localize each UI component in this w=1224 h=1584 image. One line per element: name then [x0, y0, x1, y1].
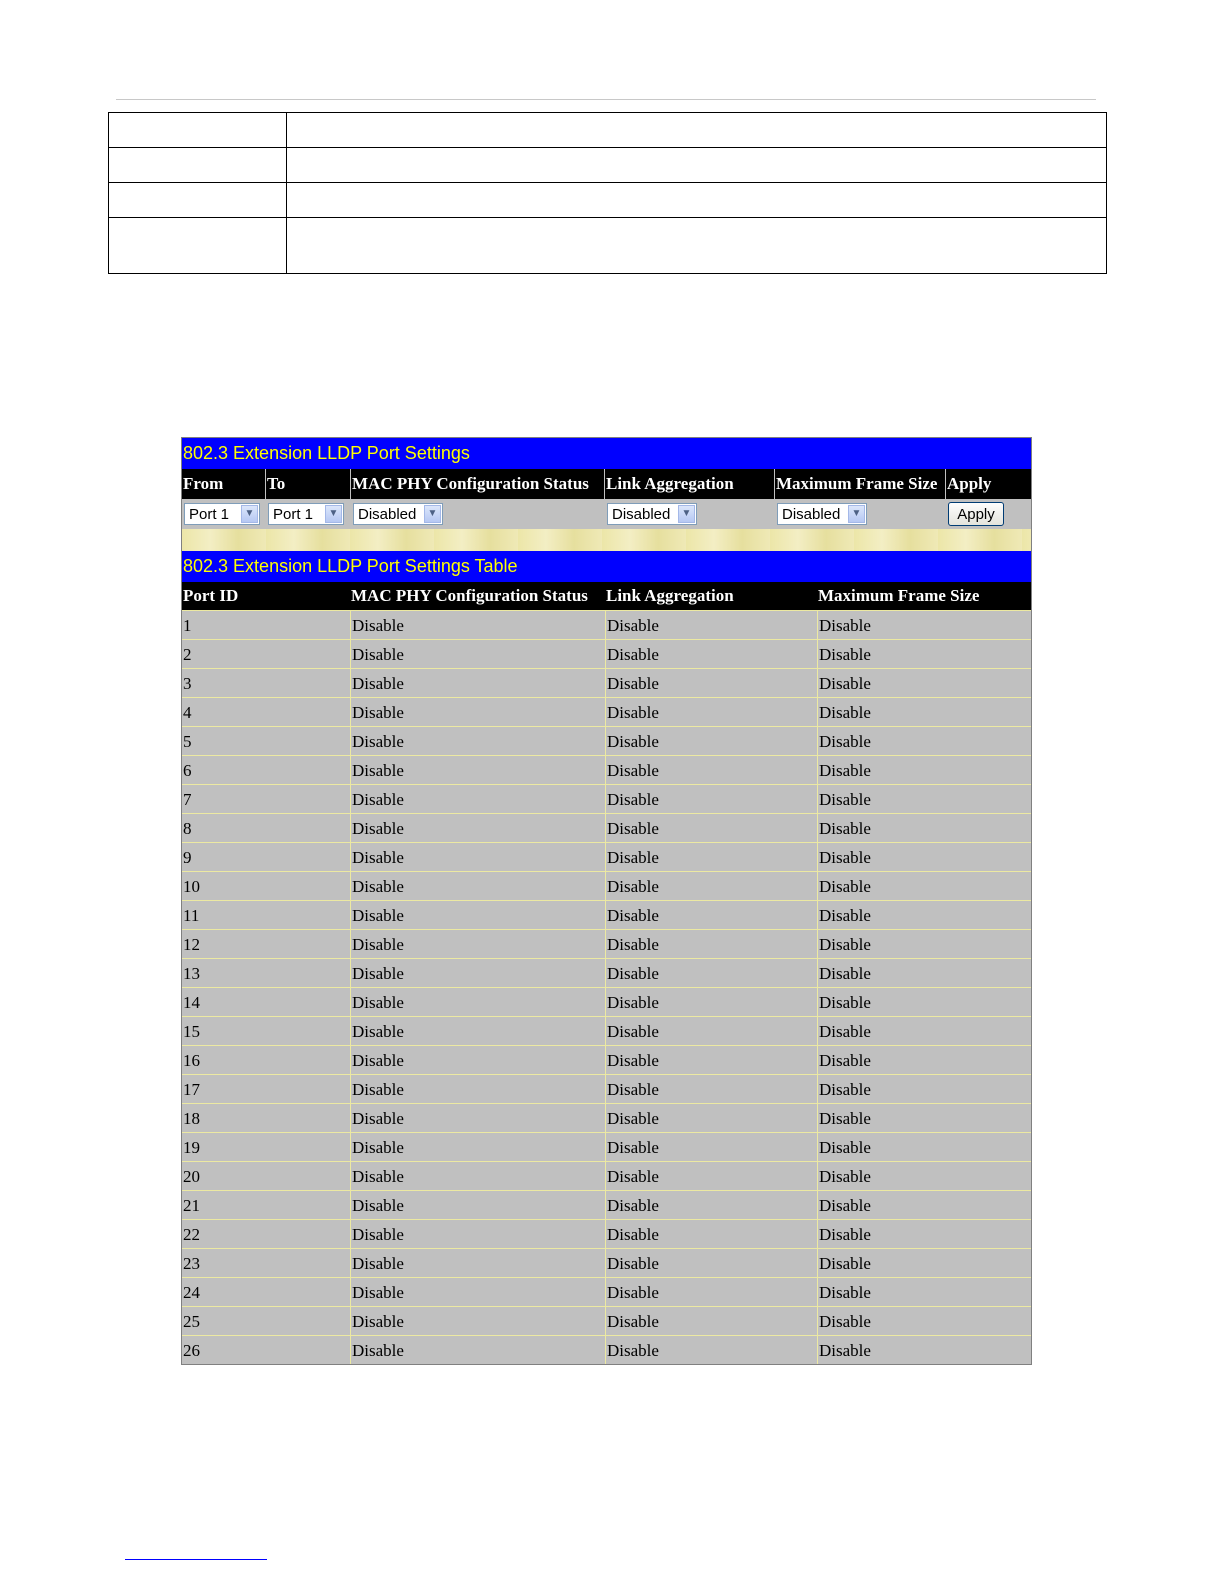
link-aggregation-status-cell: Disable	[605, 1191, 817, 1219]
port-id-cell: 22	[183, 1225, 200, 1244]
chevron-down-icon[interactable]: ▼	[848, 505, 865, 523]
description-row	[109, 113, 1107, 148]
settings-controls-row	[182, 499, 1031, 529]
mac-phy-value: Disabled	[358, 505, 417, 523]
mac-phy-select[interactable]	[353, 503, 443, 525]
link-aggregation-status-cell: Disable	[605, 1278, 817, 1306]
max-frame-size-status-cell: Disable	[817, 1278, 1031, 1306]
mac-phy-status-cell: Disable	[350, 1220, 605, 1248]
mac-phy-status-cell: Disable	[350, 1075, 605, 1103]
description-cell	[109, 148, 287, 183]
max-frame-size-status-cell: Disable	[817, 669, 1031, 697]
mac-phy-status-cell: Disable	[350, 698, 605, 726]
link-aggregation-status-cell: Disable	[605, 1017, 817, 1045]
link-aggregation-status-cell: Disable	[605, 1336, 817, 1364]
description-cell	[287, 183, 1107, 218]
table-row	[182, 987, 1031, 1016]
description-table	[108, 112, 1107, 274]
table-row	[182, 784, 1031, 813]
link-aggregation-status-cell: Disable	[605, 1162, 817, 1190]
port-id-cell: 3	[183, 674, 192, 693]
mac-phy-status-cell: Disable	[350, 1278, 605, 1306]
mac-phy-status-cell: Disable	[350, 669, 605, 697]
mac-phy-status-cell: Disable	[350, 1336, 605, 1364]
max-frame-size-status-cell: Disable	[817, 901, 1031, 929]
max-frame-size-status-cell: Disable	[817, 1017, 1031, 1045]
chevron-down-icon[interactable]: ▼	[424, 505, 441, 523]
settings-title: 802.3 Extension LLDP Port Settings	[182, 438, 1031, 469]
link-aggregation-status-cell: Disable	[605, 1133, 817, 1161]
header-link-aggregation: Link Aggregation	[605, 469, 775, 499]
description-row	[109, 183, 1107, 218]
mac-phy-status-cell: Disable	[350, 756, 605, 784]
table-row	[182, 1190, 1031, 1219]
mac-phy-status-cell: Disable	[350, 1017, 605, 1045]
port-id-cell: 1	[183, 616, 192, 635]
table-row	[182, 1016, 1031, 1045]
max-frame-size-status-cell: Disable	[817, 756, 1031, 784]
to-port-select[interactable]	[268, 503, 344, 525]
mac-phy-status-cell: Disable	[350, 872, 605, 900]
link-aggregation-status-cell: Disable	[605, 1104, 817, 1132]
max-frame-size-select[interactable]	[777, 503, 867, 525]
from-cell	[182, 503, 266, 525]
link-aggregation-status-cell: Disable	[605, 1220, 817, 1248]
port-id-cell: 13	[183, 964, 200, 983]
port-id-cell: 9	[183, 848, 192, 867]
mac-phy-status-cell: Disable	[350, 901, 605, 929]
header-mac-phy-status: MAC PHY Configuration Status	[351, 586, 588, 605]
table-row	[182, 1248, 1031, 1277]
chevron-down-icon[interactable]: ▼	[678, 505, 695, 523]
apply-button[interactable]: Apply	[948, 502, 1004, 526]
header-link-aggregation-status: Link Aggregation	[606, 586, 734, 605]
port-id-cell: 6	[183, 761, 192, 780]
max-frame-size-status-cell: Disable	[817, 698, 1031, 726]
port-id-cell: 2	[183, 645, 192, 664]
mac-phy-status-cell: Disable	[350, 1133, 605, 1161]
description-cell	[287, 218, 1107, 274]
port-id-cell: 20	[183, 1167, 200, 1186]
apply-cell	[946, 502, 1031, 526]
link-aggregation-status-cell: Disable	[605, 1307, 817, 1335]
link-aggregation-status-cell: Disable	[605, 930, 817, 958]
decorative-stripe	[182, 529, 1031, 551]
port-id-cell: 8	[183, 819, 192, 838]
mac-phy-status-cell: Disable	[350, 611, 605, 639]
port-id-cell: 17	[183, 1080, 200, 1099]
max-frame-size-status-cell: Disable	[817, 988, 1031, 1016]
mac-phy-status-cell: Disable	[350, 959, 605, 987]
max-frame-size-status-cell: Disable	[817, 1191, 1031, 1219]
header-to: To	[266, 469, 351, 499]
port-id-cell: 5	[183, 732, 192, 751]
description-cell	[109, 113, 287, 148]
max-frame-size-status-cell: Disable	[817, 1249, 1031, 1277]
table-row	[182, 726, 1031, 755]
link-aggregation-cell	[605, 503, 775, 525]
mac-phy-status-cell: Disable	[350, 1046, 605, 1074]
max-frame-size-value: Disabled	[782, 505, 841, 523]
link-aggregation-status-cell: Disable	[605, 611, 817, 639]
table-row	[182, 1074, 1031, 1103]
port-id-cell: 26	[183, 1341, 200, 1360]
mac-phy-status-cell: Disable	[350, 640, 605, 668]
link-aggregation-status-cell: Disable	[605, 1249, 817, 1277]
table-row	[182, 929, 1031, 958]
link-aggregation-status-cell: Disable	[605, 901, 817, 929]
link-aggregation-status-cell: Disable	[605, 1075, 817, 1103]
table-row	[182, 668, 1031, 697]
to-cell	[266, 503, 351, 525]
max-frame-size-status-cell: Disable	[817, 1336, 1031, 1364]
max-frame-size-status-cell: Disable	[817, 1162, 1031, 1190]
table-row	[182, 697, 1031, 726]
mac-phy-status-cell: Disable	[350, 1191, 605, 1219]
mac-phy-status-cell: Disable	[350, 1307, 605, 1335]
max-frame-size-status-cell: Disable	[817, 1220, 1031, 1248]
max-frame-size-status-cell: Disable	[817, 930, 1031, 958]
max-frame-size-status-cell: Disable	[817, 640, 1031, 668]
port-id-cell: 11	[183, 906, 200, 925]
table-row	[182, 610, 1031, 639]
header-max-frame-size-status: Maximum Frame Size	[818, 586, 980, 605]
port-id-cell: 15	[183, 1022, 200, 1041]
table-row	[182, 1219, 1031, 1248]
description-cell	[109, 218, 287, 274]
table-row	[182, 1306, 1031, 1335]
port-id-cell: 7	[183, 790, 192, 809]
max-frame-size-status-cell: Disable	[817, 1104, 1031, 1132]
link-aggregation-status-cell: Disable	[605, 872, 817, 900]
port-id-cell: 12	[183, 935, 200, 954]
max-frame-size-status-cell: Disable	[817, 814, 1031, 842]
header-mac-phy: MAC PHY Configuration Status	[351, 469, 605, 499]
table-header-row	[182, 582, 1031, 610]
link-aggregation-status-cell: Disable	[605, 1046, 817, 1074]
port-id-cell: 21	[183, 1196, 200, 1215]
table-row	[182, 1045, 1031, 1074]
port-id-cell: 18	[183, 1109, 200, 1128]
port-id-cell: 16	[183, 1051, 200, 1070]
header-apply: Apply	[947, 474, 992, 493]
link-aggregation-status-cell: Disable	[605, 727, 817, 755]
port-id-cell: 4	[183, 703, 192, 722]
chevron-down-icon[interactable]: ▼	[325, 505, 342, 523]
max-frame-size-status-cell: Disable	[817, 1075, 1031, 1103]
link-aggregation-status-cell: Disable	[605, 959, 817, 987]
port-id-cell: 25	[183, 1312, 200, 1331]
link-aggregation-status-cell: Disable	[605, 814, 817, 842]
link-aggregation-status-cell: Disable	[605, 756, 817, 784]
description-cell	[287, 148, 1107, 183]
table-row	[182, 900, 1031, 929]
link-aggregation-value: Disabled	[612, 505, 671, 523]
to-port-value: Port 1	[273, 505, 314, 523]
mac-phy-status-cell: Disable	[350, 727, 605, 755]
table-body	[182, 610, 1031, 1364]
mac-phy-cell	[351, 503, 605, 525]
port-id-cell: 10	[183, 877, 200, 896]
mac-phy-status-cell: Disable	[350, 1104, 605, 1132]
max-frame-size-status-cell: Disable	[817, 1046, 1031, 1074]
link-aggregation-status-cell: Disable	[605, 843, 817, 871]
max-frame-size-status-cell: Disable	[817, 872, 1031, 900]
lldp-port-settings-panel	[181, 437, 1032, 1365]
table-row	[182, 958, 1031, 987]
mac-phy-status-cell: Disable	[350, 1249, 605, 1277]
header-max-frame-size: Maximum Frame Size	[775, 469, 946, 499]
description-row	[109, 148, 1107, 183]
link-aggregation-status-cell: Disable	[605, 988, 817, 1016]
max-frame-size-status-cell: Disable	[817, 611, 1031, 639]
max-frame-size-status-cell: Disable	[817, 785, 1031, 813]
table-row	[182, 842, 1031, 871]
table-row	[182, 1161, 1031, 1190]
from-port-select[interactable]	[184, 503, 260, 525]
mac-phy-status-cell: Disable	[350, 988, 605, 1016]
link-aggregation-status-cell: Disable	[605, 785, 817, 813]
max-frame-size-cell	[775, 503, 946, 525]
description-row	[109, 218, 1107, 274]
max-frame-size-status-cell: Disable	[817, 1133, 1031, 1161]
table-row	[182, 639, 1031, 668]
max-frame-size-status-cell: Disable	[817, 843, 1031, 871]
mac-phy-status-cell: Disable	[350, 814, 605, 842]
link-aggregation-select[interactable]	[607, 503, 697, 525]
table-row	[182, 813, 1031, 842]
description-cell	[109, 183, 287, 218]
table-title: 802.3 Extension LLDP Port Settings Table	[182, 551, 1031, 582]
table-row	[182, 1335, 1031, 1364]
table-row	[182, 755, 1031, 784]
header-rule	[116, 99, 1096, 100]
table-row	[182, 871, 1031, 900]
port-id-cell: 19	[183, 1138, 200, 1157]
mac-phy-status-cell: Disable	[350, 843, 605, 871]
max-frame-size-status-cell: Disable	[817, 959, 1031, 987]
link-aggregation-status-cell: Disable	[605, 698, 817, 726]
mac-phy-status-cell: Disable	[350, 785, 605, 813]
link-aggregation-status-cell: Disable	[605, 640, 817, 668]
header-port-id: Port ID	[183, 586, 239, 605]
port-id-cell: 23	[183, 1254, 200, 1273]
link-aggregation-status-cell: Disable	[605, 669, 817, 697]
footnote-rule	[125, 1559, 267, 1560]
table-row	[182, 1277, 1031, 1306]
mac-phy-status-cell: Disable	[350, 1162, 605, 1190]
description-cell	[287, 113, 1107, 148]
table-row	[182, 1103, 1031, 1132]
mac-phy-status-cell: Disable	[350, 930, 605, 958]
table-row	[182, 1132, 1031, 1161]
max-frame-size-status-cell: Disable	[817, 727, 1031, 755]
port-id-cell: 24	[183, 1283, 200, 1302]
max-frame-size-status-cell: Disable	[817, 1307, 1031, 1335]
settings-header-row	[182, 469, 1031, 499]
header-from: From	[182, 469, 266, 499]
chevron-down-icon[interactable]: ▼	[241, 505, 258, 523]
port-id-cell: 14	[183, 993, 200, 1012]
from-port-value: Port 1	[189, 505, 230, 523]
